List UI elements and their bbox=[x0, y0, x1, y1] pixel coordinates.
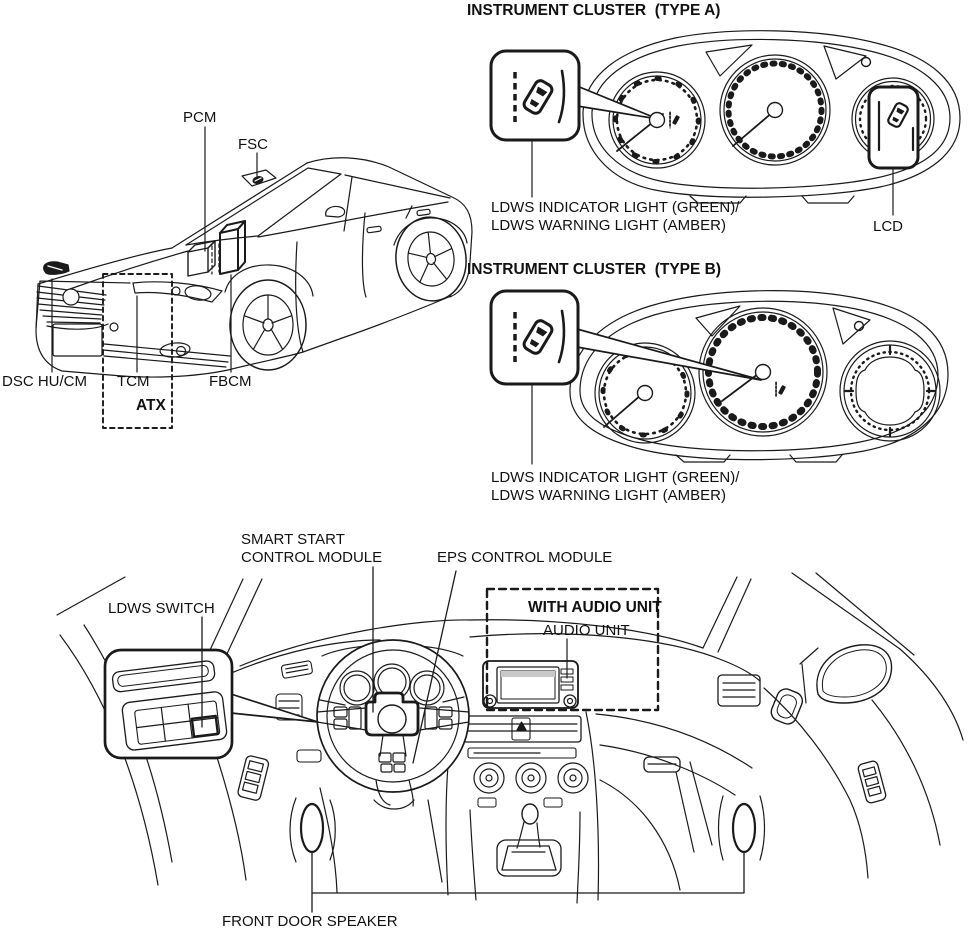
fbcm-label: FBCM bbox=[209, 373, 252, 390]
ldws-switch-label: LDWS SWITCH bbox=[108, 600, 215, 617]
eps-label: EPS CONTROL MODULE bbox=[437, 549, 613, 566]
pcm-label: PCM bbox=[183, 109, 217, 126]
interior-illustration bbox=[57, 567, 963, 912]
cluster-b-indicator-label-2: LDWS WARNING LIGHT (AMBER) bbox=[491, 487, 727, 504]
door-mirror bbox=[800, 645, 892, 703]
ldws-indicator-callout-a bbox=[491, 51, 579, 140]
ldws-indicator-mini-icon bbox=[776, 382, 786, 397]
fsc-label: FSC bbox=[238, 136, 268, 153]
right-front-door-speaker bbox=[733, 804, 755, 852]
fsc-unit bbox=[242, 170, 276, 186]
audio-unit bbox=[483, 661, 578, 708]
audio-unit-label: AUDIO UNIT bbox=[543, 622, 630, 639]
steering-wheel bbox=[317, 640, 469, 809]
callout-pointer-b bbox=[577, 329, 761, 380]
left-front-door-speaker bbox=[301, 804, 323, 852]
right-window-switch bbox=[857, 760, 887, 804]
front-door-speaker-label: FRONT DOOR SPEAKER bbox=[222, 913, 398, 930]
cluster-b-title: INSTRUMENT CLUSTER (TYPE B) bbox=[467, 261, 722, 278]
left-vent bbox=[281, 661, 313, 679]
lcd-label: LCD bbox=[873, 218, 904, 235]
fbcm-module bbox=[220, 221, 245, 274]
lcd-display bbox=[869, 87, 918, 168]
cluster-a-indicator-label-1: LDWS INDICATOR LIGHT (GREEN)/ bbox=[491, 199, 740, 216]
left-window-switches bbox=[237, 755, 269, 801]
ldws-callout-pointer bbox=[231, 694, 318, 722]
smart-start-label-2: CONTROL MODULE bbox=[241, 549, 383, 566]
atx-label: ATX bbox=[136, 397, 166, 414]
climate-knobs bbox=[474, 763, 588, 793]
cluster-a-indicator-label-2: LDWS WARNING LIGHT (AMBER) bbox=[491, 217, 727, 234]
cluster-a-title: INSTRUMENT CLUSTER (TYPE A) bbox=[467, 2, 721, 19]
gear-shifter bbox=[497, 804, 561, 876]
speaker-leader bbox=[312, 853, 744, 912]
door-handle bbox=[769, 686, 805, 726]
tcm-label: TCM bbox=[117, 373, 150, 390]
instrument-cluster-type-b bbox=[491, 291, 948, 464]
pcm-module bbox=[188, 241, 215, 276]
car-illustration bbox=[36, 127, 472, 428]
instrument-cluster-type-a bbox=[491, 31, 960, 215]
ldws-indicator-callout-b bbox=[491, 291, 578, 384]
cluster-b-indicator-label-1: LDWS INDICATOR LIGHT (GREEN)/ bbox=[491, 469, 740, 486]
ldws-switch-callout bbox=[105, 650, 232, 758]
ldws-indicator-mini-icon bbox=[670, 112, 680, 127]
dsc-label: DSC HU/CM bbox=[2, 373, 87, 390]
right-vent bbox=[718, 675, 760, 706]
smart-start-label-1: SMART START bbox=[241, 531, 345, 548]
with-audio-unit-label: WITH AUDIO UNIT bbox=[528, 599, 662, 616]
